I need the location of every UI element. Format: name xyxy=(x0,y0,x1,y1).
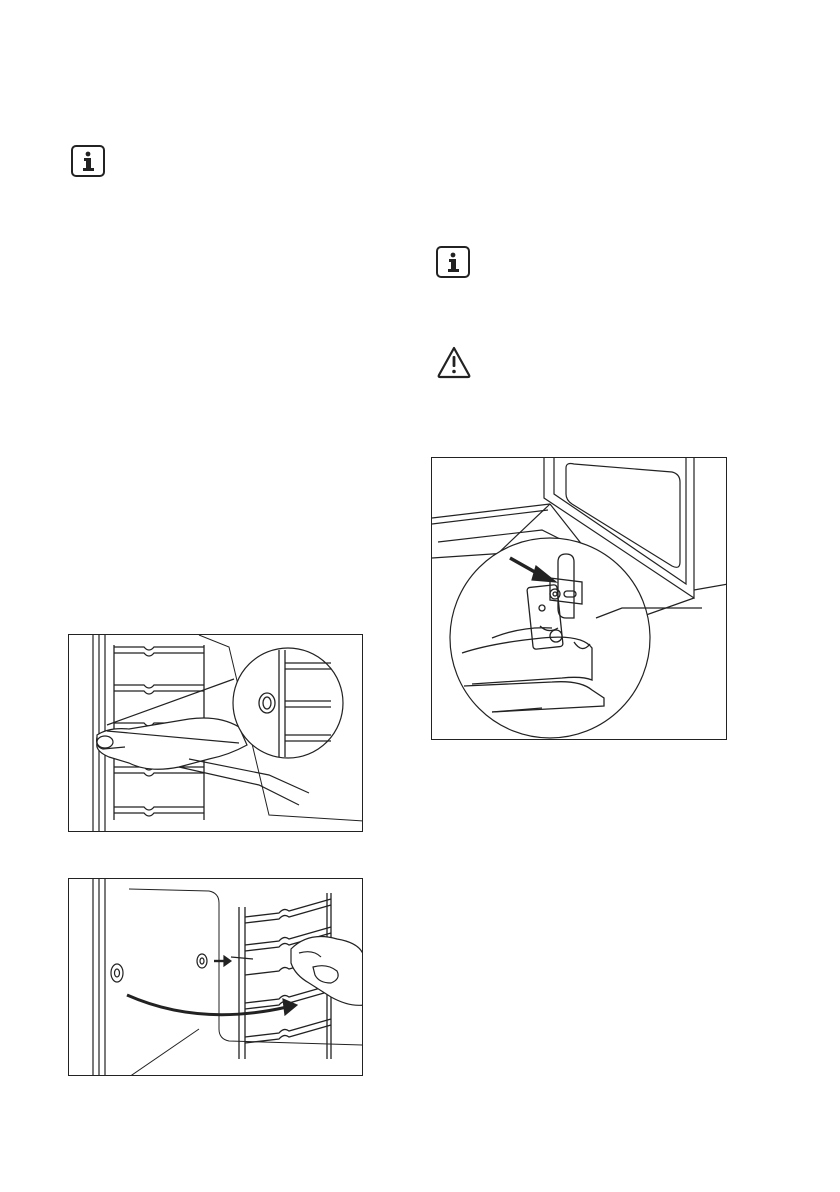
info-glyph xyxy=(438,248,468,276)
figure-remove-shelf-support xyxy=(68,634,363,832)
info-icon xyxy=(436,246,470,278)
info-glyph xyxy=(73,147,103,175)
warning-icon xyxy=(436,345,472,379)
info-icon xyxy=(71,145,105,177)
figure-install-shelf-support xyxy=(68,878,363,1076)
figure-door-hinge xyxy=(431,457,727,740)
